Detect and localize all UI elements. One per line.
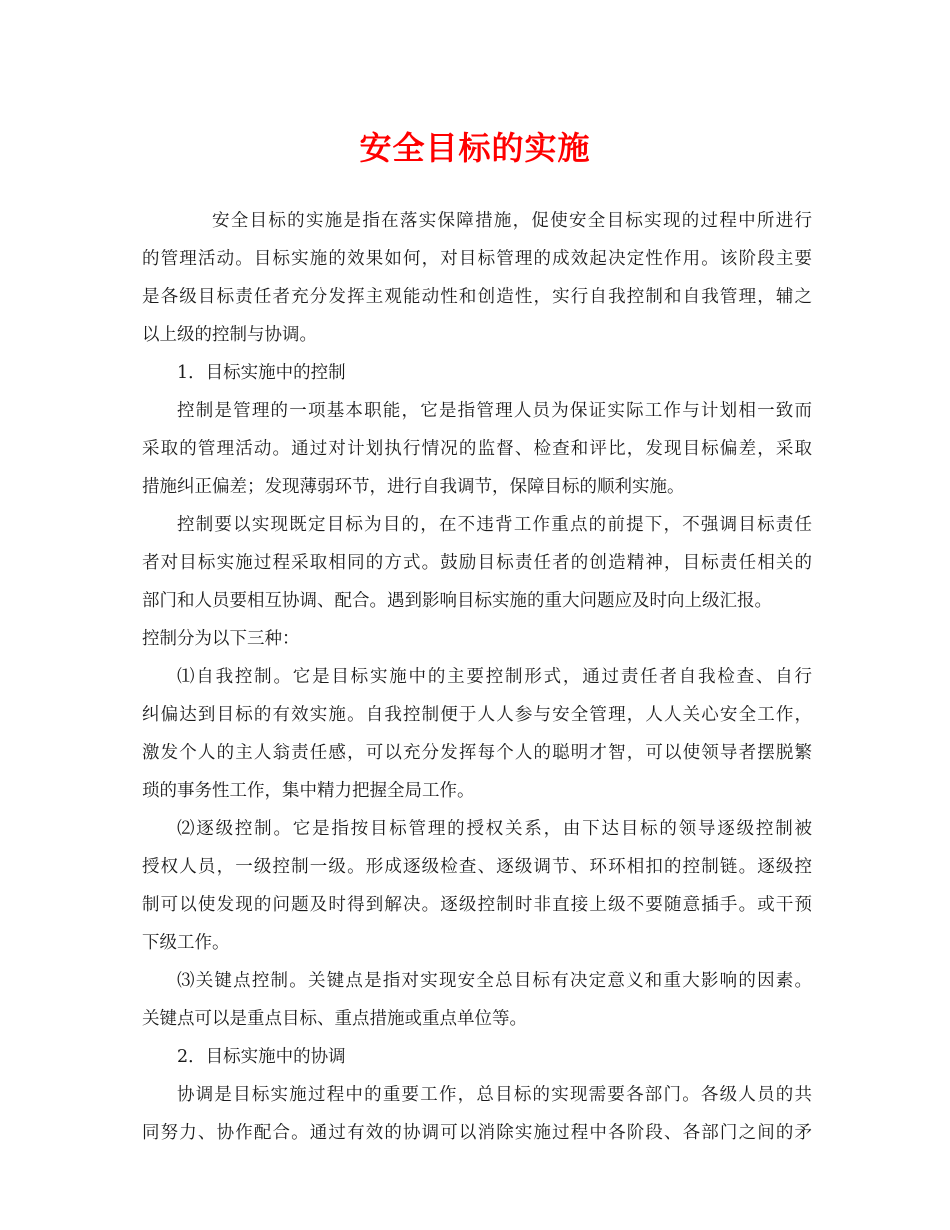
paragraph-line: 部门和人员要相互协调、配合。遇到影响目标实施的重大问题应及时向上级汇报。: [142, 591, 772, 611]
paragraph-line: 激发个人的主人翁责任感，可以充分发挥每个人的聪明才智，可以使领导者摆脱繁: [142, 743, 812, 763]
paragraph-line: 授权人员，一级控制一级。形成逐级检查、逐级调节、环环相扣的控制链。逐级控: [142, 857, 812, 877]
paragraph-line: 措施纠正偏差；发现薄弱环节，进行自我调节，保障目标的顺利实施。: [142, 477, 685, 497]
paragraph-line: 以上级的控制与协调。: [142, 325, 317, 345]
paragraph-line: 同努力、协作配合。通过有效的协调可以消除实施过程中各阶段、各部门之间的矛: [142, 1123, 812, 1143]
paragraph-line: 控制要以实现既定目标为目的，在不违背工作重点的前提下，不强调目标责任: [177, 515, 812, 535]
paragraph-line: 琐的事务性工作，集中精力把握全局工作。: [142, 781, 475, 801]
paragraph-line: 控制分为以下三种：: [142, 629, 300, 649]
paragraph-line: 采取的管理活动。通过对计划执行情况的监督、检查和评比，发现目标偏差，采取: [142, 439, 812, 459]
paragraph-line: ⑵逐级控制。它是指按目标管理的授权关系，由下达目标的领导逐级控制被: [177, 819, 812, 839]
paragraph-line: ⑶关键点控制。关键点是指对实现安全总目标有决定意义和重大影响的因素。: [177, 971, 812, 991]
paragraph-line: 安全目标的实施是指在落实保障措施，促使安全目标实现的过程中所进行: [212, 211, 812, 231]
paragraph-line: ⑴自我控制。它是目标实施中的主要控制形式，通过责任者自我检查、自行: [177, 667, 812, 687]
paragraph-line: 纠偏达到目标的有效实施。自我控制便于人人参与安全管理，人人关心安全工作，: [142, 705, 812, 725]
paragraph-line: 关键点可以是重点目标、重点措施或重点单位等。: [142, 1009, 527, 1029]
paragraph-line: 的管理活动。目标实施的效果如何，对目标管理的成效起决定性作用。该阶段主要: [142, 249, 812, 269]
document-body: [142, 202, 812, 1152]
paragraph-line: 控制是管理的一项基本职能，它是指管理人员为保证实际工作与计划相一致而: [177, 401, 812, 421]
paragraph-line: 协调是目标实施过程中的重要工作，总目标的实现需要各部门。各级人员的共: [177, 1085, 812, 1105]
paragraph-line: 制可以使发现的问题及时得到解决。逐级控制时非直接上级不要随意插手。或干预: [142, 895, 812, 915]
document-title: 安全目标的实施: [359, 129, 591, 167]
paragraph-line: 下级工作。: [142, 933, 230, 953]
section-heading: 1．目标实施中的控制: [177, 363, 346, 383]
paragraph-line: 者对目标实施过程采取相同的方式。鼓励目标责任者的创造精神，目标责任相关的: [142, 553, 812, 573]
paragraph-line: 是各级目标责任者充分发挥主观能动性和创造性，实行自我控制和自我管理，辅之: [142, 287, 812, 307]
section-heading: 2．目标实施中的协调: [177, 1047, 346, 1067]
